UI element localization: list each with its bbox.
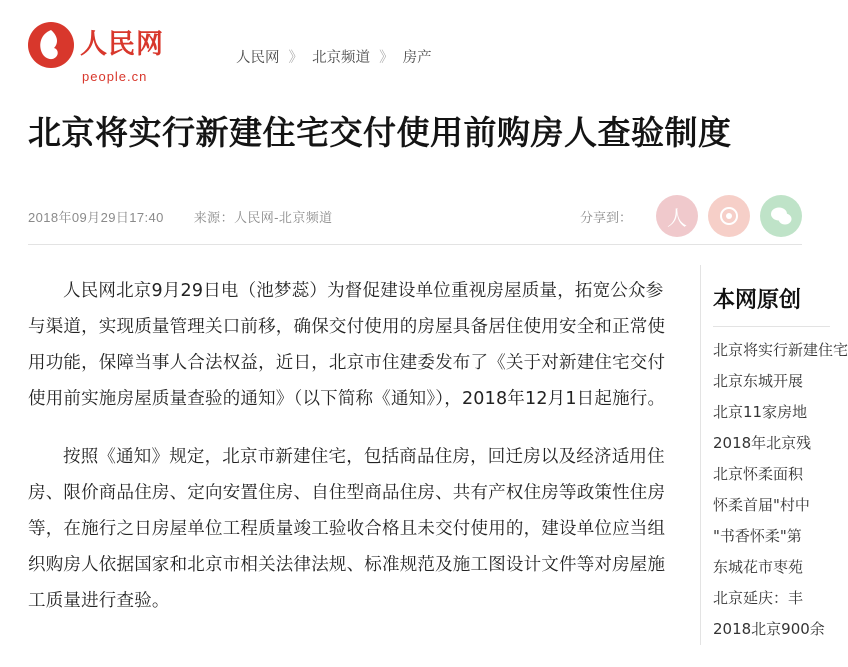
site-header: [0, 0, 830, 96]
article-paragraph-2: 按照《通知》规定，北京市新建住宅，包括商品住房，回迁房以及经济适用住房、限价商品住房、定向安置住房、自住型商品住房、共有产权住房等政策性住房等，在施行之日房屋单位工程质量竣工验收合格且未交付使用的，建设单位应当组织购房人依据国家和北京市相关法律法规、标准规范及施工图设计文件等对房屋施工质量进行查验。: [28, 447, 666, 611]
share-weibo-icon[interactable]: [708, 195, 750, 237]
sidebar-title: 本网原创: [713, 288, 802, 313]
share-bar: [580, 195, 802, 237]
sidebar-list: [713, 335, 848, 645]
list-item[interactable]: 怀柔首届"村中: [713, 496, 810, 514]
breadcrumb-item-0[interactable]: 人民网: [236, 50, 280, 66]
page-title: 北京将实行新建住宅交付使用前购房人查验制度: [28, 113, 732, 152]
article-text: [0, 245, 700, 645]
logo-text: 人民网: [80, 29, 164, 60]
list-item[interactable]: 2018年北京残: [713, 434, 812, 452]
wechat-bubble-icon: [769, 205, 793, 227]
list-item[interactable]: 北京怀柔面积: [713, 465, 804, 483]
list-item[interactable]: 北京11家房地: [713, 403, 808, 421]
sidebar-original-news: [700, 265, 848, 645]
breadcrumb-item-1[interactable]: 北京频道: [312, 50, 371, 66]
logo-subtext: people.cn: [82, 69, 148, 84]
article-source: [194, 207, 333, 226]
breadcrumb-separator-0: 》: [288, 50, 304, 66]
breadcrumb-item-2[interactable]: 房产: [402, 50, 432, 66]
logo-swirl-icon: [28, 22, 74, 68]
list-item[interactable]: 北京将实行新建住宅: [713, 341, 848, 359]
source-label: 来源：: [193, 209, 234, 225]
source-name: 人民网-北京频道: [233, 209, 333, 225]
share-renmin-icon[interactable]: 人: [656, 195, 698, 237]
article-paragraph-1: 人民网北京9月29日电（池梦蕊）为督促建设单位重视房屋质量，拓宽公众参与渠道，实现质量管理关口前移，确保交付使用的房屋具备居住使用安全和正常使用功能，保障当事人合法权益，近日，北京市住建委发布了《关于对新建住宅交付使用前实施房屋质量查验的通知》（以下简称《通知》），2018年12月1日起施行。: [28, 281, 666, 409]
list-item[interactable]: "书香怀柔"第: [713, 527, 802, 545]
renmin-logo-icon: [28, 22, 74, 68]
share-label: 分享到：: [579, 209, 632, 225]
share-wechat-icon[interactable]: [760, 195, 802, 237]
breadcrumb-separator-1: 》: [379, 50, 394, 66]
weibo-eye-icon: [718, 205, 740, 227]
article-meta: [28, 196, 802, 236]
list-item[interactable]: 北京延庆：丰: [713, 589, 804, 607]
publish-date: 2018年09月29日17:40: [28, 209, 164, 225]
logo-row: [28, 22, 164, 68]
sidebar-divider: [713, 326, 830, 327]
list-item[interactable]: 2018北京900余: [713, 620, 825, 638]
list-item[interactable]: 北京东城开展: [713, 372, 804, 390]
list-item[interactable]: 东城花市枣苑: [713, 558, 804, 576]
article-body-area: [0, 245, 848, 645]
site-logo[interactable]: [28, 22, 178, 84]
breadcrumb: [236, 46, 432, 67]
